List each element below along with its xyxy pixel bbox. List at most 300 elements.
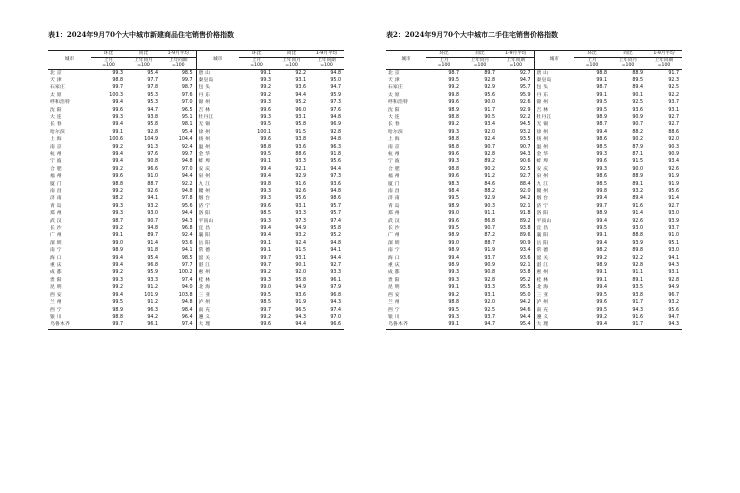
table-row	[386, 262, 682, 269]
index-year-on-year: 95.6	[295, 196, 306, 202]
index-month-on-month: 99.3	[448, 270, 459, 276]
city-name: 银 川	[50, 314, 62, 320]
index-year-on-year: 93.5	[632, 285, 643, 291]
index-ytd-average: 98.1	[181, 122, 193, 128]
city-name: 扬 州	[196, 136, 239, 143]
index-year-on-year: 95.4	[147, 70, 158, 76]
index-year-on-year: 91.1	[632, 270, 643, 276]
index-month-on-month: 99.4	[112, 159, 123, 165]
table-row	[386, 269, 682, 276]
index-year-on-year: 90.9	[484, 263, 495, 269]
index-ytd-average: 98.4	[181, 307, 193, 313]
index-ytd-average: 91.9	[668, 181, 679, 187]
index-ytd-average: 99.7	[181, 77, 193, 83]
index-month-on-month: 98.5	[596, 144, 607, 150]
index-ytd-average: 94.3	[519, 151, 531, 157]
index-year-on-year: 93.6	[632, 107, 643, 113]
index-ytd-average: 94.5	[519, 122, 531, 128]
index-month-on-month: 100.3	[109, 92, 123, 98]
index-ytd-average: 94.8	[330, 189, 341, 194]
index-year-on-year: 93.6	[295, 85, 306, 91]
index-year-on-year: 90.2	[632, 137, 643, 143]
index-year-on-year: 91.6	[632, 314, 643, 320]
city-name: 武 汉	[388, 218, 400, 224]
index-ytd-average: 95.0	[330, 77, 341, 83]
index-year-on-year: 91.0	[147, 174, 158, 180]
city-name: 石家庄	[50, 85, 65, 91]
index-month-on-month: 99.2	[112, 166, 123, 172]
table-row	[48, 114, 344, 121]
index-month-on-month: 98.8	[112, 314, 123, 320]
index-ytd-average: 91.9	[668, 174, 679, 180]
index-year-on-year: 93.6	[295, 144, 306, 150]
city-name: 襄 阳	[196, 232, 239, 239]
index-year-on-year: 93.8	[147, 114, 158, 120]
header-base-100: =100	[102, 63, 115, 68]
index-ytd-average: 97.0	[181, 100, 193, 106]
index-ytd-average: 92.2	[181, 181, 193, 187]
index-month-on-month: 99.4	[574, 321, 610, 329]
index-month-on-month: 98.9	[448, 263, 459, 269]
city-name: 北 京	[50, 70, 62, 76]
header-ytd-average: 1-9月平均	[161, 51, 196, 58]
city-name: 天 津	[388, 77, 400, 83]
index-ytd-average: 96.8	[181, 226, 193, 232]
index-ytd-average: 92.7	[519, 70, 531, 76]
index-month-on-month: 99.6	[239, 321, 274, 329]
index-year-on-year: 90.2	[484, 166, 495, 172]
index-year-on-year: 95.8	[147, 122, 158, 128]
index-year-on-year: 91.4	[147, 240, 158, 246]
index-year-on-year: 91.2	[147, 300, 158, 306]
index-ytd-average: 94.3	[646, 321, 682, 329]
index-year-on-year: 90.0	[484, 100, 495, 106]
index-ytd-average: 93.8	[519, 270, 531, 276]
index-month-on-month: 98.9	[596, 114, 607, 120]
city-name: 南 充	[534, 307, 574, 314]
index-ytd-average: 93.8	[519, 226, 531, 232]
index-month-on-month: 99.6	[260, 203, 271, 209]
table-row	[48, 247, 344, 254]
index-year-on-year: 90.1	[632, 92, 643, 98]
city-name: 哈尔滨	[388, 129, 403, 135]
city-name: 上 海	[50, 137, 62, 143]
index-year-on-year: 88.7	[484, 240, 495, 246]
city-name: 西 宁	[50, 307, 62, 313]
index-year-on-year: 94.7	[462, 321, 498, 329]
index-month-on-month: 99.1	[112, 129, 123, 135]
city-name: 大 连	[388, 114, 400, 120]
index-month-on-month: 99.6	[260, 137, 271, 143]
index-year-on-year: 89.1	[632, 181, 643, 187]
index-month-on-month: 99.1	[260, 248, 271, 254]
header-prev-year-month	[610, 57, 646, 69]
table-row	[386, 195, 682, 202]
index-year-on-year: 91.6	[295, 181, 306, 187]
index-ytd-average: 92.2	[668, 92, 679, 98]
city-name: 长 春	[388, 122, 400, 128]
table-row	[48, 136, 344, 143]
header-ytd-average: 1-9月平均	[309, 51, 344, 58]
city-name: 成 都	[388, 270, 400, 276]
index-month-on-month: 98.9	[596, 211, 607, 217]
city-name: 宜 昌	[196, 225, 239, 232]
table-row	[386, 292, 682, 299]
city-name: 温 州	[196, 144, 239, 151]
index-month-on-month: 99.8	[596, 189, 607, 194]
header-month-on-month: 环比	[574, 51, 610, 58]
index-ytd-average: 92.7	[330, 263, 341, 269]
table-row	[386, 166, 682, 173]
index-month-on-month: 99.5	[596, 107, 607, 113]
table-row	[48, 69, 344, 77]
index-ytd-average: 92.8	[668, 277, 679, 283]
index-month-on-month: 99.5	[260, 151, 271, 157]
index-year-on-year: 92.8	[632, 263, 643, 269]
city-name: 襄 阳	[534, 232, 574, 239]
index-year-on-year: 87.2	[484, 233, 495, 239]
index-month-on-month: 99.2	[448, 122, 459, 128]
index-ytd-average: 91.8	[519, 211, 531, 217]
index-ytd-average: 95.0	[519, 292, 531, 298]
table-row	[386, 114, 682, 121]
index-ytd-average: 97.4	[330, 307, 341, 313]
index-month-on-month: 99.3	[260, 114, 271, 120]
index-ytd-average: 92.7	[519, 174, 531, 180]
index-ytd-average: 92.0	[519, 189, 531, 194]
index-month-on-month: 99.1	[260, 159, 271, 165]
index-year-on-year: 92.6	[147, 189, 158, 194]
index-month-on-month: 98.9	[112, 307, 123, 313]
index-ytd-average: 94.8	[330, 114, 341, 120]
index-ytd-average: 104.4	[178, 137, 193, 143]
index-ytd-average: 94.7	[668, 314, 679, 320]
city-name: 南 宁	[388, 248, 400, 254]
index-ytd-average: 95.2	[330, 233, 341, 239]
header-prev-year-month	[274, 57, 309, 69]
index-month-on-month: 99.5	[448, 307, 459, 313]
index-ytd-average: 93.6	[181, 240, 193, 246]
city-name: 惠 州	[196, 269, 239, 276]
index-year-on-year: 94.4	[274, 321, 309, 329]
header-city: 城市	[48, 51, 91, 70]
index-month-on-month: 99.4	[260, 233, 271, 239]
city-name: 金 华	[534, 151, 574, 158]
table-row	[48, 129, 344, 136]
index-month-on-month: 99.6	[596, 300, 607, 306]
table-row	[386, 69, 682, 77]
index-year-on-year: 95.8	[295, 122, 306, 128]
index-month-on-month: 99.5	[260, 292, 271, 298]
city-name: 徐 州	[196, 129, 239, 136]
index-ytd-average: 93.4	[519, 248, 531, 254]
city-name: 大 连	[50, 114, 62, 120]
city-name: 重 庆	[50, 263, 62, 269]
index-month-on-month: 99.6	[448, 151, 459, 157]
index-ytd-average: 92.8	[330, 129, 341, 135]
city-name: 深 圳	[388, 240, 400, 246]
index-month-on-month: 99.3	[260, 77, 271, 83]
header-year-on-year: 同比	[274, 51, 309, 58]
index-ytd-average: 95.8	[330, 226, 341, 232]
index-ytd-average: 92.2	[519, 114, 531, 120]
city-name: 海 口	[50, 255, 62, 261]
city-name: 烟 台	[196, 195, 239, 202]
index-year-on-year: 90.7	[147, 218, 158, 224]
city-name: 安 庆	[196, 166, 239, 173]
city-name: 上 海	[388, 137, 400, 143]
index-ytd-average: 97.4	[330, 218, 341, 224]
header-base-100: =100	[657, 63, 671, 68]
index-month-on-month: 98.8	[112, 181, 123, 187]
index-ytd-average: 99.7	[181, 151, 193, 157]
city-name: 秦皇岛	[196, 77, 239, 84]
header-base-100: =100	[509, 63, 523, 68]
index-month-on-month: 99.3	[260, 218, 271, 224]
index-month-on-month: 98.7	[448, 70, 459, 76]
index-month-on-month: 99.5	[260, 122, 271, 128]
city-name: 大 理	[196, 321, 239, 329]
index-year-on-year: 92.4	[295, 240, 306, 246]
index-ytd-average: 94.4	[330, 255, 341, 261]
index-year-on-year: 89.7	[147, 233, 158, 239]
index-month-on-month: 99.5	[596, 100, 607, 106]
index-ytd-average: 92.7	[668, 203, 679, 209]
city-name: 遵 义	[196, 314, 239, 321]
index-ytd-average: 95.7	[330, 203, 341, 209]
city-name: 唐 山	[534, 69, 574, 77]
index-month-on-month: 99.2	[448, 85, 459, 91]
index-month-on-month: 98.9	[448, 107, 459, 113]
index-year-on-year: 93.8	[632, 292, 643, 298]
index-year-on-year: 92.6	[295, 189, 306, 194]
index-month-on-month: 98.5	[260, 211, 271, 217]
index-ytd-average: 91.4	[668, 196, 679, 202]
city-name: 南 昌	[388, 189, 400, 194]
index-ytd-average: 95.6	[668, 307, 679, 313]
header-base-100: =100	[137, 63, 150, 68]
table-row	[386, 77, 682, 84]
city-name: 太 原	[388, 92, 400, 98]
index-month-on-month: 99.2	[260, 85, 271, 91]
table-row	[48, 277, 344, 284]
header-prev-month	[239, 57, 274, 69]
index-year-on-year: 94.3	[632, 307, 643, 313]
index-ytd-average: 95.6	[181, 203, 193, 209]
city-name: 青 岛	[388, 203, 400, 209]
table-row	[386, 255, 682, 262]
header-prev-month	[426, 57, 462, 69]
index-month-on-month: 99.4	[448, 255, 459, 261]
header-prev-year-month	[126, 57, 161, 69]
index-ytd-average: 97.4	[161, 321, 196, 329]
city-name: 银 川	[388, 314, 400, 320]
index-month-on-month: 99.6	[112, 107, 123, 113]
index-month-on-month: 99.4	[112, 122, 123, 128]
header-prev-month-label: 上月	[251, 57, 262, 63]
table-row	[48, 292, 344, 299]
header-prev-year-period-label: 上年同期	[654, 57, 674, 63]
index-ytd-average: 94.8	[330, 70, 341, 76]
table-row	[386, 84, 682, 91]
table-title: 表2：2024年9月70个大中城市二手住宅销售价格指数	[386, 30, 558, 39]
index-year-on-year: 96.3	[147, 307, 158, 313]
index-year-on-year: 87.1	[632, 151, 643, 157]
city-name: 徐 州	[534, 129, 574, 136]
city-name: 蚌 埠	[196, 158, 239, 165]
city-name: 合 肥	[50, 166, 62, 172]
index-month-on-month: 99.3	[448, 314, 459, 320]
table-row	[48, 188, 344, 195]
header-base-100: =100	[320, 63, 333, 68]
index-ytd-average: 97.0	[181, 166, 193, 172]
city-name: 西 安	[388, 292, 400, 298]
index-year-on-year: 94.4	[295, 92, 306, 98]
index-ytd-average: 93.3	[330, 270, 341, 276]
index-ytd-average: 92.5	[668, 85, 679, 91]
city-name: 天 津	[50, 77, 62, 83]
city-name: 包 头	[534, 84, 574, 91]
index-month-on-month: 99.3	[112, 203, 123, 209]
index-year-on-year: 90.7	[484, 226, 495, 232]
index-year-on-year: 93.1	[295, 203, 306, 209]
index-month-on-month: 99.6	[112, 174, 123, 180]
city-name: 秦皇岛	[534, 77, 574, 84]
index-month-on-month: 99.6	[448, 100, 459, 106]
index-ytd-average: 92.9	[519, 107, 531, 113]
index-ytd-average: 97.6	[181, 92, 193, 98]
table-row	[48, 121, 344, 128]
table-row	[386, 144, 682, 151]
index-month-on-month: 99.0	[260, 285, 271, 291]
index-year-on-year: 94.1	[147, 196, 158, 202]
index-year-on-year: 92.0	[484, 300, 495, 306]
index-month-on-month: 99.4	[596, 129, 607, 135]
table-row	[386, 107, 682, 114]
city-name: 泉 州	[534, 173, 574, 180]
header-month-on-month: 环比	[91, 51, 126, 58]
city-name: 桂 林	[196, 277, 239, 284]
index-ytd-average: 88.6	[668, 129, 679, 135]
city-name: 常 德	[534, 247, 574, 254]
table-row	[386, 129, 682, 136]
index-ytd-average: 92.1	[519, 203, 531, 209]
city-name: 泸 州	[196, 299, 239, 306]
index-month-on-month: 99.1	[112, 233, 123, 239]
index-ytd-average: 95.4	[181, 129, 193, 135]
index-ytd-average: 94.7	[519, 77, 531, 83]
index-year-on-year: 89.8	[632, 248, 643, 254]
index-year-on-year: 91.1	[484, 211, 495, 217]
index-month-on-month: 99.7	[260, 307, 271, 313]
index-ytd-average: 95.7	[330, 211, 341, 217]
index-month-on-month: 99.2	[260, 270, 271, 276]
table-row	[48, 307, 344, 314]
index-month-on-month: 99.3	[112, 70, 123, 76]
index-year-on-year: 92.4	[484, 137, 495, 143]
table-row	[386, 151, 682, 158]
price-index-table	[48, 50, 344, 330]
city-name: 湛 江	[534, 262, 574, 269]
index-ytd-average: 91.8	[330, 151, 341, 157]
index-ytd-average: 90.9	[668, 151, 679, 157]
index-month-on-month: 98.4	[448, 189, 459, 194]
price-index-table	[386, 50, 682, 330]
index-year-on-year: 93.1	[295, 77, 306, 83]
index-ytd-average: 92.7	[668, 114, 679, 120]
city-name: 重 庆	[388, 263, 400, 269]
city-name: 南 充	[196, 307, 239, 314]
index-year-on-year: 90.7	[484, 144, 495, 150]
city-name: 长 沙	[388, 226, 400, 232]
index-ytd-average: 94.2	[519, 300, 531, 306]
index-ytd-average: 89.2	[519, 218, 531, 224]
city-name: 贵 阳	[50, 277, 62, 283]
index-ytd-average: 94.7	[330, 85, 341, 91]
city-name: 桂 林	[534, 277, 574, 284]
index-year-on-year: 86.8	[484, 218, 495, 224]
header-base-100: =100	[585, 63, 599, 68]
index-year-on-year: 94.2	[147, 314, 158, 320]
index-ytd-average: 89.6	[519, 233, 531, 239]
city-name: 锦 州	[196, 99, 239, 106]
index-month-on-month: 99.3	[260, 196, 271, 202]
index-year-on-year: 93.3	[295, 159, 306, 165]
index-month-on-month: 99.7	[91, 321, 126, 329]
index-month-on-month: 98.3	[448, 181, 459, 187]
index-year-on-year: 87.9	[632, 144, 643, 150]
index-month-on-month: 99.6	[596, 159, 607, 165]
table-row	[386, 321, 682, 329]
index-year-on-year: 93.3	[484, 285, 495, 291]
index-ytd-average: 94.8	[181, 189, 193, 194]
index-year-on-year: 93.1	[484, 292, 495, 298]
city-name: 扬 州	[534, 136, 574, 143]
table-row	[48, 314, 344, 321]
index-ytd-average: 95.2	[519, 277, 531, 283]
index-month-on-month: 100.1	[257, 129, 271, 135]
index-year-on-year: 94.3	[295, 314, 306, 320]
index-month-on-month: 99.5	[448, 226, 459, 232]
table-row	[386, 284, 682, 291]
index-month-on-month: 99.3	[260, 100, 271, 106]
header-base-100: =100	[473, 63, 487, 68]
header-city: 城市	[196, 51, 239, 70]
index-ytd-average: 96.1	[330, 277, 341, 283]
index-month-on-month: 99.5	[448, 77, 459, 83]
index-month-on-month: 99.7	[596, 203, 607, 209]
index-ytd-average: 95.7	[519, 85, 531, 91]
index-year-on-year: 88.9	[632, 174, 643, 180]
city-name: 韶 关	[196, 255, 239, 262]
index-month-on-month: 98.7	[596, 85, 607, 91]
index-month-on-month: 99.4	[596, 240, 607, 246]
city-name: 杭 州	[388, 151, 400, 157]
index-year-on-year: 95.9	[147, 270, 158, 276]
city-name: 温 州	[534, 144, 574, 151]
index-ytd-average: 95.9	[519, 92, 531, 98]
city-name: 沈 阳	[50, 107, 62, 113]
index-ytd-average: 98.6	[330, 196, 341, 202]
new-home-price-table-panel	[48, 30, 344, 330]
header-base-100: =100	[285, 63, 298, 68]
index-ytd-average: 92.4	[181, 144, 193, 150]
index-month-on-month: 99.7	[112, 85, 123, 91]
table-row	[386, 173, 682, 180]
index-year-on-year: 89.1	[632, 277, 643, 283]
city-name: 合 肥	[388, 166, 400, 172]
table-row	[48, 166, 344, 173]
